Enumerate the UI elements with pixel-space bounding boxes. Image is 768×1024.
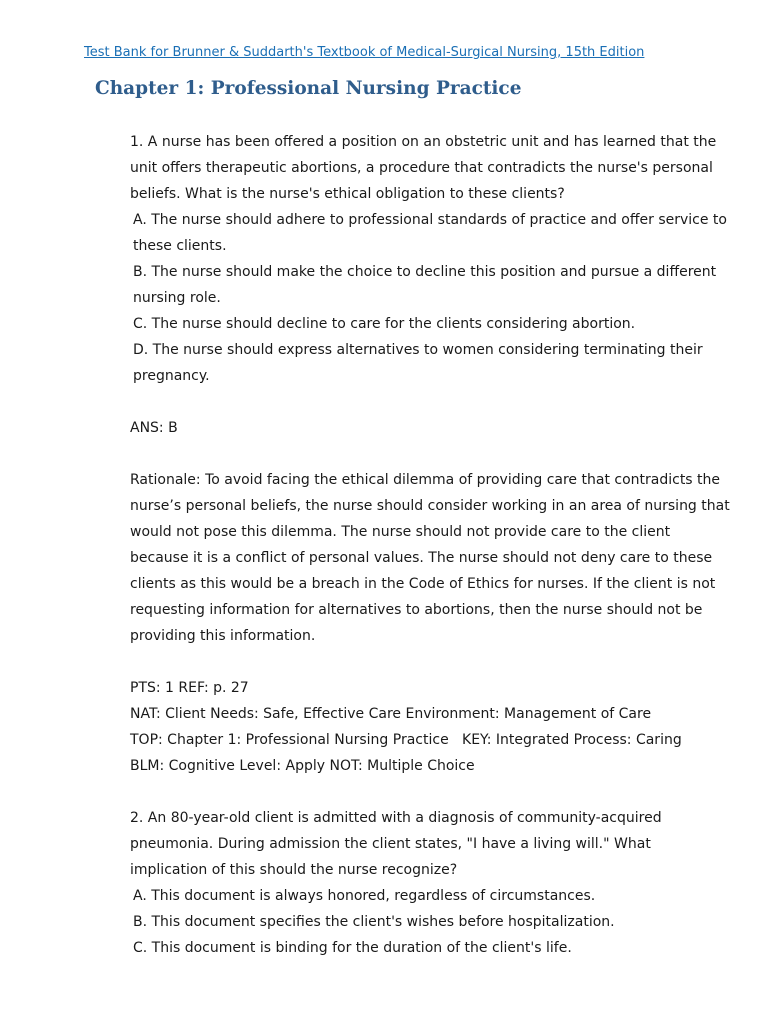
meta-pts: PTS: 1 REF: p. 27 — [130, 680, 249, 696]
option-c: C. The nurse should decline to care for the clients considering abortion. — [133, 316, 636, 332]
option-a: A. The nurse should adhere to professional standards of practice and offer service to these clients. — [133, 212, 727, 254]
meta-top: TOP: Chapter 1: Professional Nursing Practice KEY: Integrated Process: Caring — [130, 732, 682, 748]
meta-nat: NAT: Client Needs: Safe, Effective Care Environment: Management of Care — [130, 706, 652, 722]
question-stem: 1. A nurse has been offered a position on an obstetric unit and has learned that the unit offers therapeutic abortions, a procedure that contradicts the nurse's personal beliefs. What is the nurse's ethical obligation to these clients? — [130, 134, 717, 202]
option-a: A. This document is always honored, regardless of circumstances. — [133, 888, 596, 904]
question-1 — [130, 129, 730, 779]
option-b: B. This document specifies the client's wishes before hospitalization. — [133, 914, 615, 930]
question-stem: 2. An 80-year-old client is admitted with a diagnosis of community-acquired pneumonia. During admission the client states, "I have a living will." What implication of this should the nurse recognize? — [130, 810, 662, 878]
option-d: D. The nurse should express alternatives to women considering terminating their pregnancy. — [133, 342, 703, 384]
chapter-title: Chapter 1: Professional Nursing Practice — [95, 78, 522, 99]
option-c: C. This document is binding for the duration of the client's life. — [133, 940, 572, 956]
option-b: B. The nurse should make the choice to decline this position and pursue a different nursing role. — [133, 264, 717, 306]
question-2 — [130, 805, 730, 961]
meta-blm: BLM: Cognitive Level: Apply NOT: Multiple Choice — [130, 758, 475, 774]
header-link[interactable]: Test Bank for Brunner & Suddarth's Textbook of Medical-Surgical Nursing, 15th Edition — [84, 45, 645, 60]
document-body — [130, 129, 730, 961]
rationale: Rationale: To avoid facing the ethical dilemma of providing care that contradicts the nurse’s personal beliefs, the nurse should consider working in an area of nursing that would not pose this dilemma. The nurse should not provide care to the client because it is a conflict of personal values. The nurse should not deny care to these clients as this would be a breach in the Code of Ethics for nurses. If the client is not requesting information for alternatives to abortions, then the nurse should not be providing this information. — [130, 472, 730, 644]
answer: ANS: B — [130, 420, 178, 436]
